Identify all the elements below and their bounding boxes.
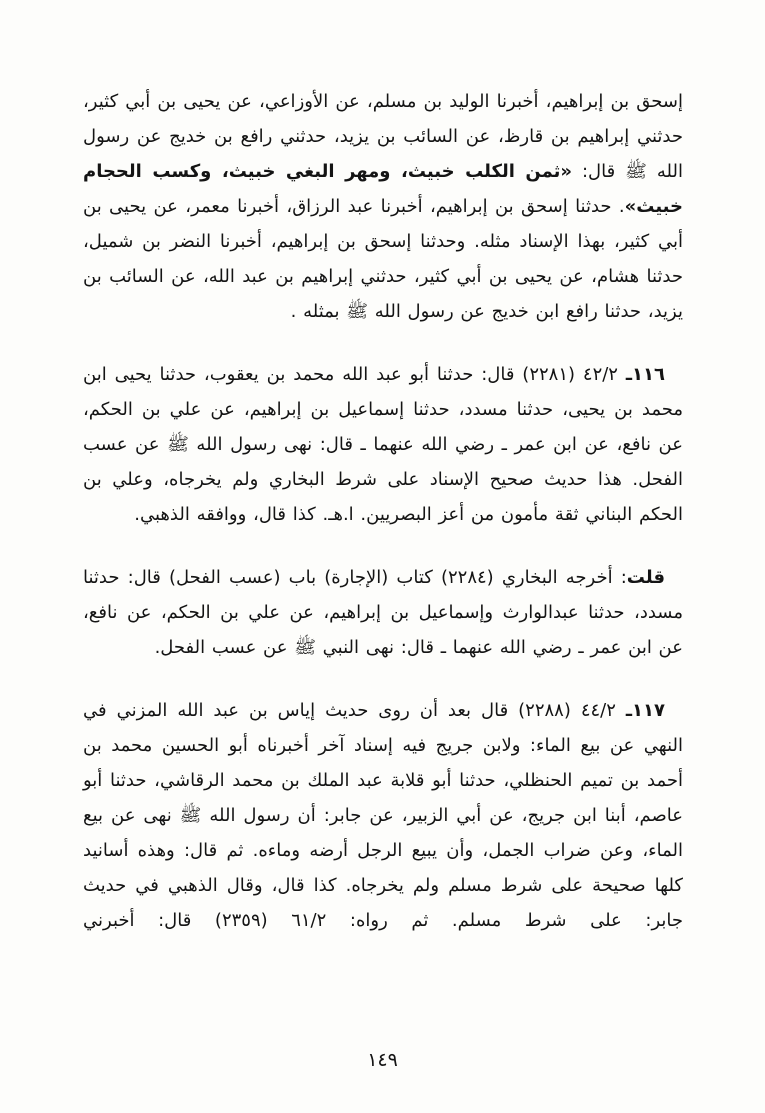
entry-number-116: ١١٦ـ	[625, 364, 665, 385]
hadith-quote-bold: «ثمن الكلب خبيث، ومهر البغي خبيث، وكسب الحجام خبيث»	[83, 161, 683, 217]
entry-116-body: ٤٢/٢ (٢٢٨١) قال: حدثنا أبو عبد الله محمد بن يعقوب، حدثنا يحيى ابن محمد بن يحيى، حدثنا مسدد، حدثنا إسماعيل بن إبراهيم، عن علي بن الحكم، عن نافع، عن ابن عمر ـ رضي الله عنهما ـ قال: نهى رسول الله ﷺ عن عسب الفحل. هذا حديث صحيح الإسناد على شرط البخاري ولم يخرجاه، وعلي بن الحكم البناني ثقة مأمون من أعز البصريين. ا.هـ. كذا قال، ووافقه الذهبي.	[83, 364, 683, 525]
paragraph-isnad-continuation	[83, 84, 683, 329]
paragraph-entry-117	[83, 693, 683, 938]
page-text	[83, 84, 683, 966]
paragraph-entry-116	[83, 357, 683, 532]
isnad-text-tail: . حدثنا إسحق بن إبراهيم، أخبرنا عبد الرزاق، أخبرنا معمر، عن يحيى بن أبي كثير، بهذا الإسناد مثله. وحدثنا إسحق بن إبراهيم، أخبرنا النضر بن شميل، حدثنا هشام، عن يحيى بن أبي كثير، حدثني إبراهيم بن عبد الله، عن السائب بن يزيد، حدثنا رافع ابن خديج عن رسول الله ﷺ بمثله .	[83, 196, 683, 322]
qultu-body: : أخرجه البخاري (٢٢٨٤) كتاب (الإجارة) باب (عسب الفحل) قال: حدثنا مسدد، حدثنا عبدالوارث وإسماعيل بن إبراهيم، عن علي بن الحكم، عن نافع، عن ابن عمر ـ رضي الله عنهما ـ قال: نهى النبي ﷺ عن عسب الفحل.	[83, 567, 683, 658]
paragraph-qultu-comment	[83, 560, 683, 665]
page-number: ١٤٩	[367, 1049, 398, 1071]
entry-117-body: ٤٤/٢ (٢٢٨٨) قال بعد أن روى حديث إياس بن عبد الله المزني في النهي عن بيع الماء: ولابن جريج فيه إسناد آخر أخبرناه أبو الحسين محمد بن أحمد بن تميم الحنظلي، حدثنا أبو قلابة عبد الملك بن محمد الرقاشي، حدثنا أبو عاصم، أبنا ابن جريج، عن أبي الزبير، عن جابر: أن رسول الله ﷺ نهى عن بيع الماء، وعن ضراب الجمل، وأن يبيع الرجل أرضه وماءه. ثم قال: وهذه أسانيد كلها صحيحة على شرط مسلم ولم يخرجاه. كذا قال، وقال الذهبي في حديث جابر: على شرط مسلم. ثم رواه: ٦١/٢ (٢٣٥٩) قال: أخبرني	[83, 700, 684, 931]
qultu-lead-word: قلت	[626, 567, 665, 588]
page-footer	[0, 1049, 765, 1071]
isnad-text-lead: إسحق بن إبراهيم، أخبرنا الوليد بن مسلم، عن الأوزاعي، عن يحيى بن أبي كثير، حدثني إبراهيم بن قارظ، عن السائب بن يزيد، حدثني رافع بن خديج عن رسول الله ﷺ قال:	[83, 91, 683, 182]
entry-number-117: ١١٧ـ	[625, 700, 665, 721]
